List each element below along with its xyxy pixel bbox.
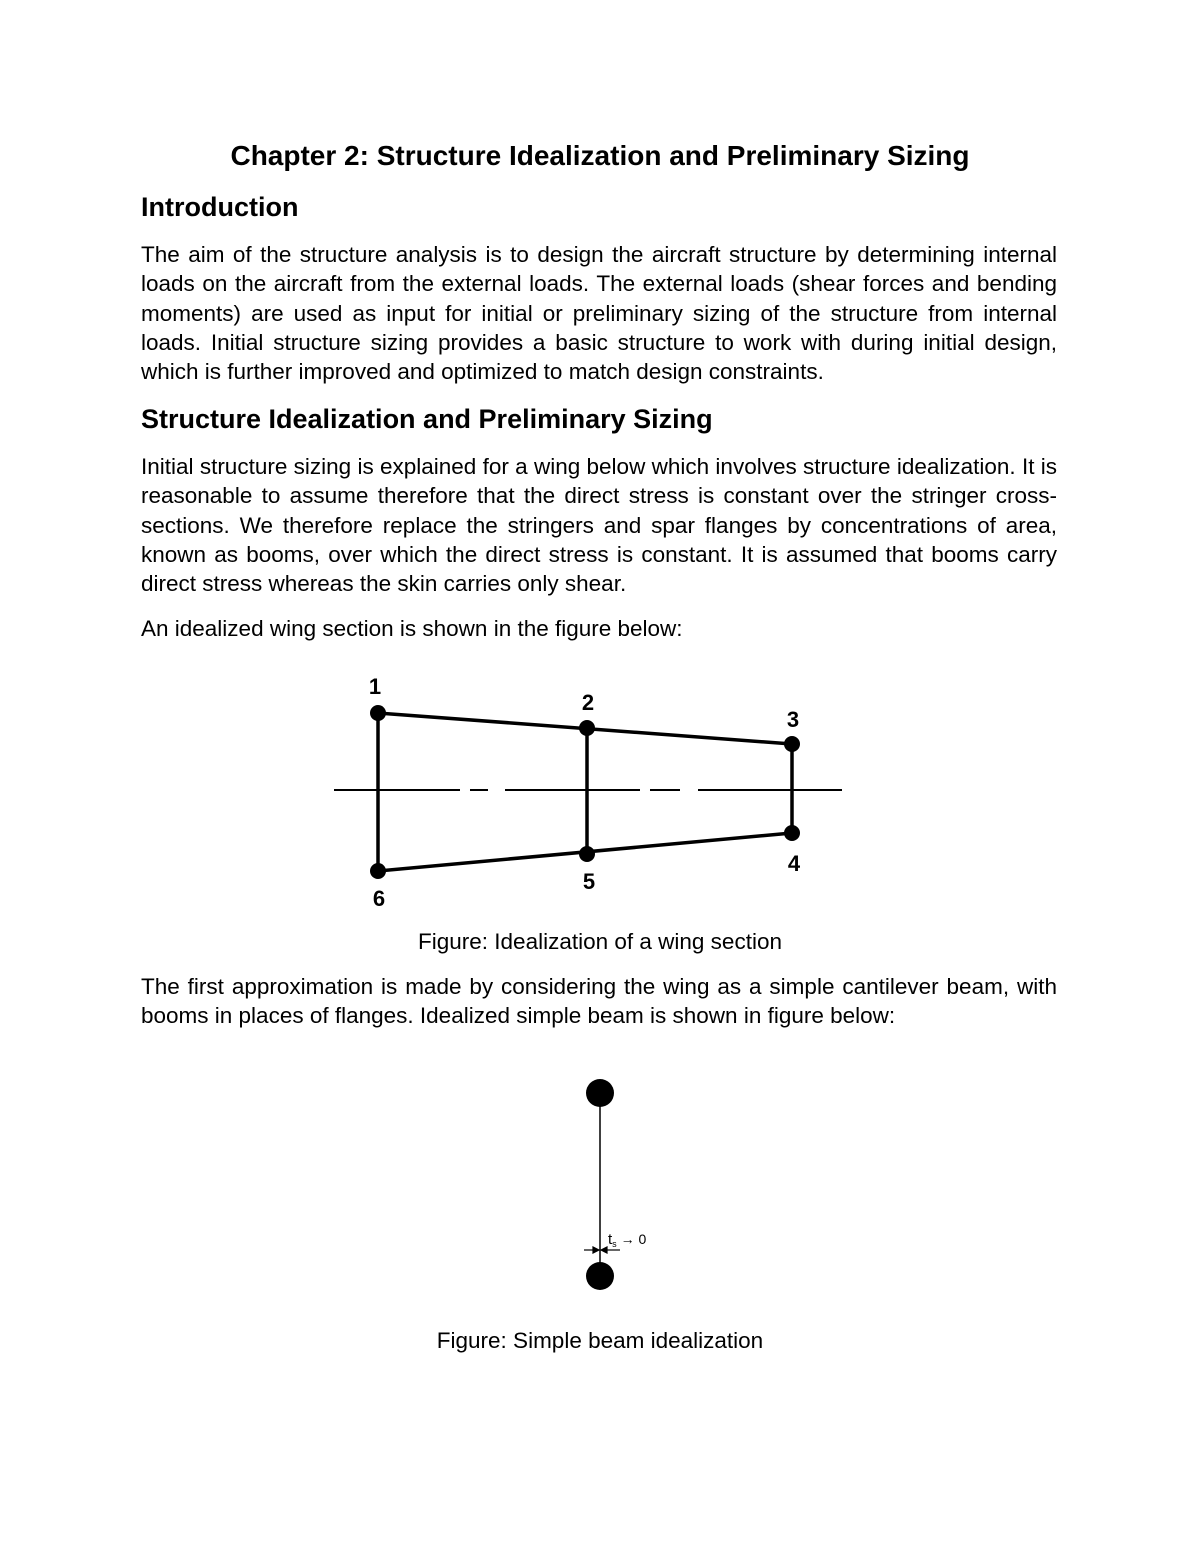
approximation-paragraph: The first approximation is made by considering the wing as a simple cantilever beam, with booms in places of flanges. Idealized simple beam is shown in figure below: xyxy=(141,974,1057,1029)
upper-boom xyxy=(586,1079,614,1107)
boom-label-4: 4 xyxy=(787,851,801,876)
boom-label-1: 1 xyxy=(368,674,382,699)
figure1-caption: Figure: Idealization of a wing section xyxy=(418,929,782,954)
boom-label-5: 5 xyxy=(582,869,596,894)
figure2-caption: Figure: Simple beam idealization xyxy=(436,1328,764,1353)
section-heading: Structure Idealization and Preliminary Sizing xyxy=(141,404,713,434)
thickness-symbol: $t_s \to 0$ xyxy=(608,1231,647,1249)
introduction-heading: Introduction xyxy=(141,192,299,222)
idealization-paragraph: Initial structure sizing is explained for a wing below which involves structure idealization. It is reasonable to assume therefore that the direct stress is constant over the stringer cross-sections. We therefore replace the stringers and spar flanges by concentrations of area, known as booms, over which the direct stress is constant. It is assumed that booms carry direct stress whereas the skin carries only shear. xyxy=(141,454,1057,597)
boom-label-2: 2 xyxy=(581,690,595,715)
boom-label-6: 6 xyxy=(372,886,386,911)
introduction-paragraph: The aim of the structure analysis is to design the aircraft structure by determining internal loads on the aircraft from the external loads. The external loads (shear forces and bending moments) are used as input for initial or preliminary sizing of the structure from internal loads. Initial structure sizing provides a basic structure to work with during initial design, which is further improved and optimized to match design constraints. xyxy=(141,242,1057,385)
chapter-title: Chapter 2: Structure Idealization and Preliminary Sizing xyxy=(230,140,970,171)
boom-label-3: 3 xyxy=(786,707,800,732)
figure-intro-text: An idealized wing section is shown in the figure below: xyxy=(141,616,683,641)
lower-boom xyxy=(586,1262,614,1290)
